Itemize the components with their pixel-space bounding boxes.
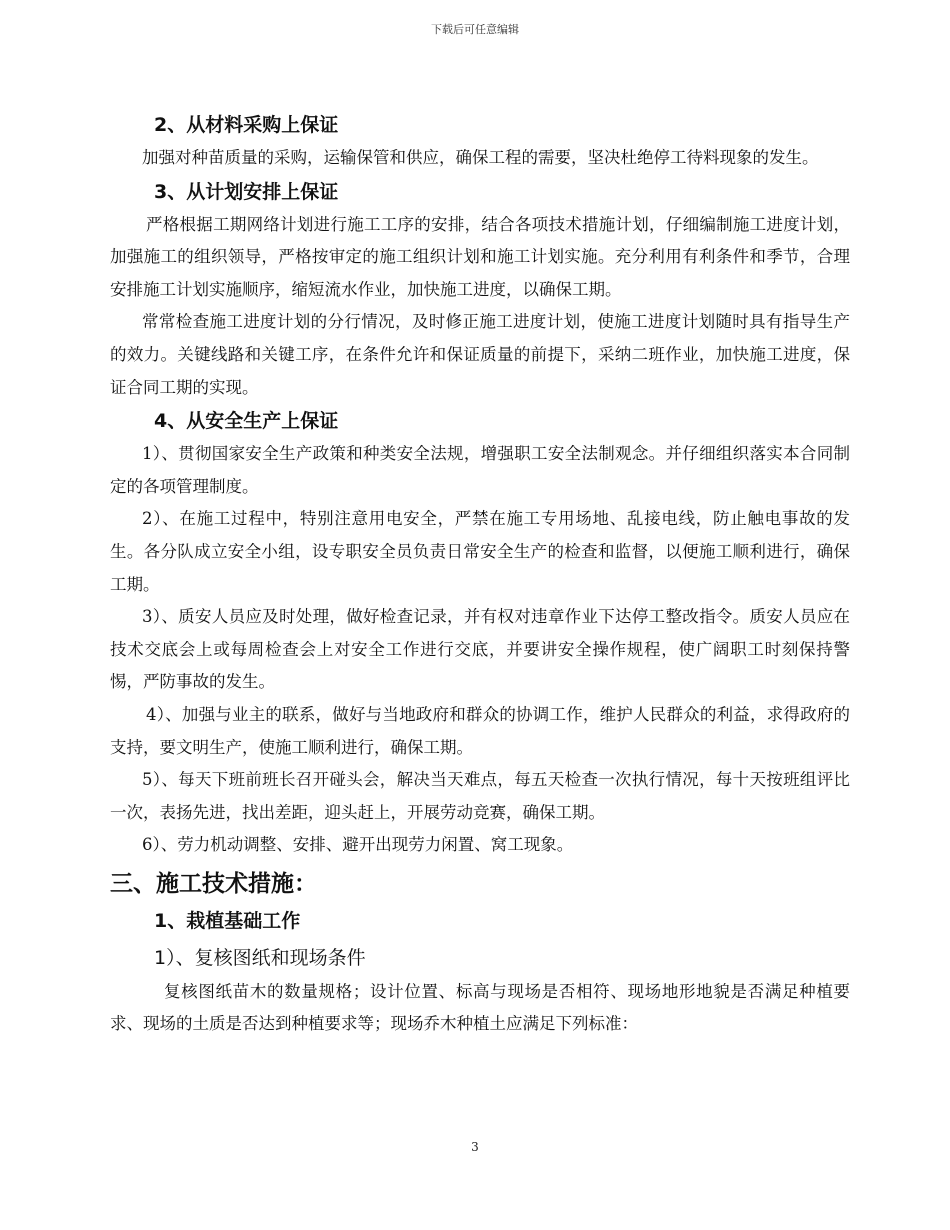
paragraph-plan-arrangement-1: 严格根据工期网络计划进行施工工序的安排，结合各项技术措施计划，仔细编制施工进度计划，加强施工的组织领导，严格按审定的施工组织计划和施工计划实施。充分利用有利条件和季节，合理安排施工计划实施顺序，缩短流水作业，加快施工进度，以确保工期。 [110,214,850,299]
list-item-safety-5: 5）、每天下班前班长召开碰头会，解决当天难点，每五天检查一次执行情况，每十天按班组评比一次，表扬先进，找出差距，迎头赶上，开展劳动竞赛，确保工期。 [110,770,850,822]
section-heading-safe-production: 4、从安全生产上保证 [154,410,339,433]
section-heading-planting-foundation: 1、栽植基础工作 [154,909,301,932]
subsection-heading-review-drawings: 1）、复核图纸和现场条件 [154,946,366,969]
chapter-heading-construction-technical-measures: 三、施工技术措施： [110,870,317,897]
list-item-safety-3: 3）、质安人员应及时处理，做好检查记录，并有权对违章作业下达停工整改指令。质安人员应在技术交底会上或每周检查会上对安全工作进行交底，并要讲安全操作规程，使广阔职工时刻保持警惕，严防事故的发生。 [110,607,850,692]
section-heading-material-procurement: 2、从材料采购上保证 [154,114,339,136]
page-number: 3 [471,1140,479,1154]
header-note: 下载后可任意编辑 [431,23,519,36]
paragraph-review-drawings: 复核图纸苗木的数量规格；设计位置、标高与现场是否相符、现场地形地貌是否满足种植要求、现场的土质是否达到种植要求等；现场乔木种植土应满足下列标准： [110,981,850,1034]
list-item-safety-6: 6）、劳力机动调整、安排、避开出现劳力闲置、窝工现象。 [142,835,574,855]
page-content [110,108,850,1041]
paragraph-material-procurement: 加强对种苗质量的采购，运输保管和供应，确保工程的需要，坚决杜绝停工待料现象的发生。 [142,148,819,167]
list-item-safety-4: 4）、加强与业主的联系，做好与当地政府和群众的协调工作，维护人民群众的利益，求得政府的支持，要文明生产，使施工顺利进行，确保工期。 [110,704,850,757]
list-item-safety-1: 1）、贯彻国家安全生产政策和种类安全法规，增强职工安全法制观念。并仔细组织落实本合同制定的各项管理制度。 [110,444,850,496]
section-heading-plan-arrangement: 3、从计划安排上保证 [154,180,339,203]
list-item-safety-2: 2）、在施工过程中，特别注意用电安全，严禁在施工专用场地、乱接电线，防止触电事故的发生。各分队成立安全小组，设专职安全员负责日常安全生产的检查和监督，以便施工顺利进行，确保工期。 [110,509,850,594]
paragraph-plan-arrangement-2: 常常检查施工进度计划的分行情况，及时修正施工进度计划，使施工进度计划随时具有指导生产的效力。关键线路和关键工序，在条件允许和保证质量的前提下，采纳二班作业，加快施工进度，保证合同工期的实现。 [110,312,850,397]
